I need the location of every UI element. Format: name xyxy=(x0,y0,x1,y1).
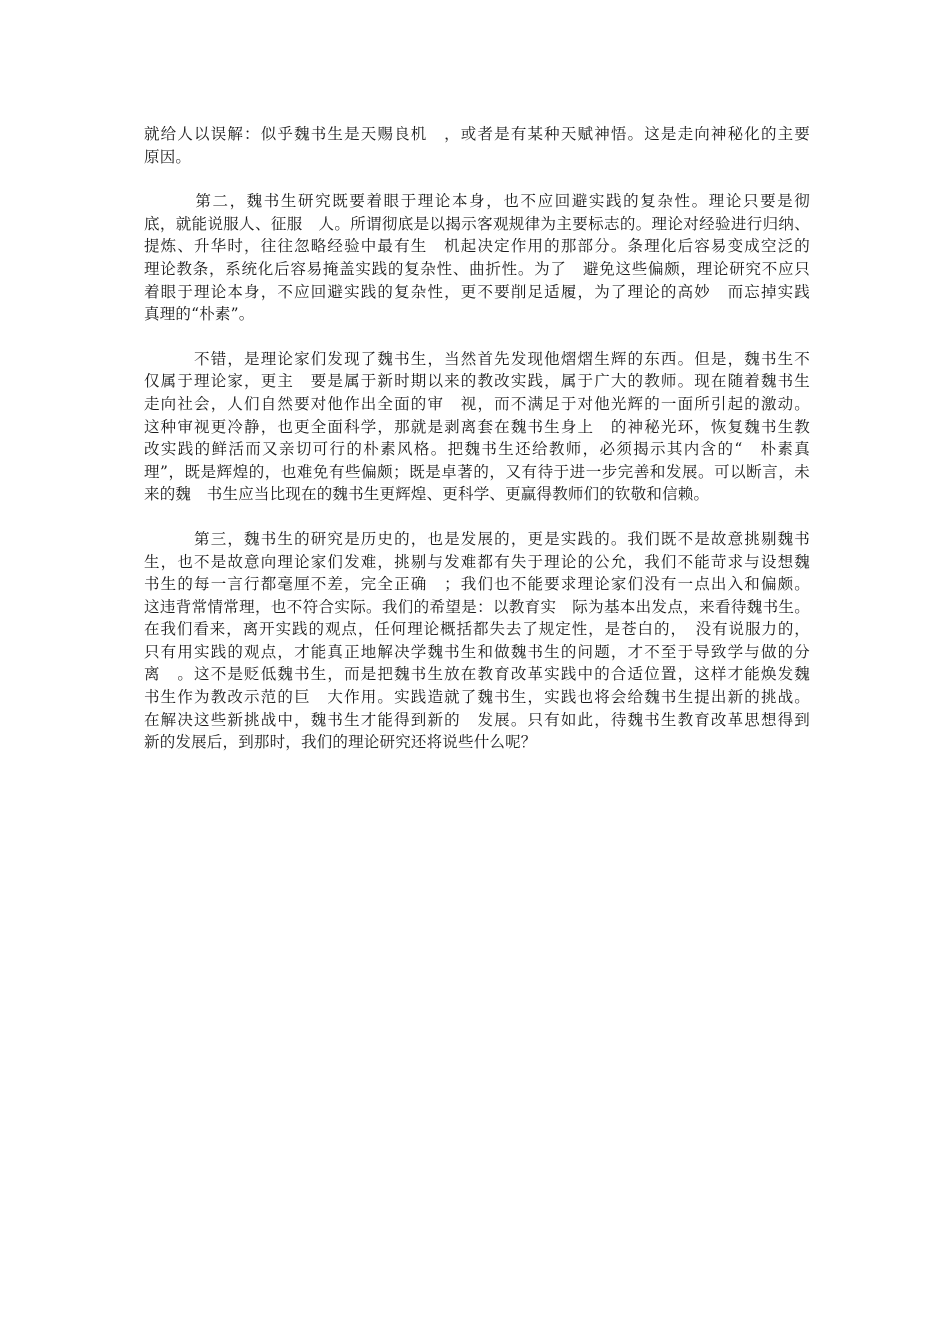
text-line: 理论教条，系统化后容易掩盖实践的复杂性、曲折性。为了 避免这些偏颇，理论研究不应只 xyxy=(144,259,810,278)
text-line: 走向社会，人们自然要对他作出全面的审 视，而不满足于对他光辉的一面所引起的激动。 xyxy=(144,394,810,413)
text-line: 新的发展后，到那时，我们的理论研究还将说些什么呢？ xyxy=(144,733,537,752)
text-line: 改实践的鲜活而又亲切可行的朴素风格。把魏书生还给教师，必须揭示其内含的“ 朴素真 xyxy=(144,440,810,459)
text-line: 提炼、升华时，往往忽略经验中最有生 机起决定作用的那部分。条理化后容易变成空泛的 xyxy=(144,237,810,256)
text-line: 只有用实践的观点，才能真正地解决学魏书生和做魏书生的问题，才不至于导致学与做的分 xyxy=(144,642,810,661)
text-line: 生，也不是故意向理论家们发难，挑剔与发难都有失于理论的公允，我们不能苛求与设想魏 xyxy=(144,552,810,571)
text-line: 着眼于理论本身，不应回避实践的复杂性，更不要削足适履，为了理论的高妙 而忘掉实践 xyxy=(144,282,810,301)
text-line: 来的魏 书生应当比现在的魏书生更辉煌、更科学、更赢得教师们的钦敬和信赖。 xyxy=(144,485,710,504)
text-line: 第三，魏书生的研究是历史的，也是发展的，更是实践的。我们既不是故意挑剔魏书 xyxy=(144,529,810,548)
text-line: 第二，魏书生研究既要着眼于理论本身，也不应回避实践的复杂性。理论只要是彻 xyxy=(144,192,810,211)
paragraph-theorists xyxy=(144,348,810,506)
text-line: 这种审视更冷静，也更全面科学，那就是剥离套在魏书生身上 的神秘光环，恢复魏书生教 xyxy=(144,417,810,436)
paragraph-third xyxy=(144,528,810,754)
text-line: 离 。这不是贬低魏书生，而是把魏书生放在教育改革实践中的合适位置，这样才能焕发魏 xyxy=(144,665,810,684)
document-body xyxy=(144,123,810,776)
text-line: 不错，是理论家们发现了魏书生，当然首先发现他熠熠生辉的东西。但是，魏书生不 xyxy=(144,349,810,368)
text-line: 仅属于理论家，更主 要是属于新时期以来的教改实践，属于广大的教师。现在随着魏书生 xyxy=(144,372,810,391)
text-line: 在我们看来，离开实践的观点，任何理论概括都失去了规定性，是苍白的， 没有说服力的， xyxy=(144,620,810,639)
text-line: 书生作为教改示范的巨 大作用。实践造就了魏书生，实践也将会给魏书生提出新的挑战。 xyxy=(144,688,810,707)
text-line: 在解决这些新挑战中，魏书生才能得到新的 发展。只有如此，待魏书生教育改革思想得到 xyxy=(144,710,810,729)
text-line: 理”，既是辉煌的，也难免有些偏颇；既是卓著的，又有待于进一步完善和发展。可以断言，未 xyxy=(144,462,810,481)
paragraph-second xyxy=(144,190,810,326)
paragraph-continuation xyxy=(144,123,810,168)
text-line: 原因。 xyxy=(144,147,192,166)
text-line: 就给人以误解：似乎魏书生是天赐良机 ，或者是有某种天赋神悟。这是走向神秘化的主要 xyxy=(144,125,810,143)
text-line: 这违背常情常理，也不符合实际。我们的希望是：以教育实 际为基本出发点，来看待魏书生。 xyxy=(144,597,810,616)
text-line: 真理的“朴素”。 xyxy=(144,305,255,324)
text-line: 底，就能说服人、征服 人。所谓彻底是以揭示客观规律为主要标志的。理论对经验进行归纳、 xyxy=(144,214,810,233)
text-line: 书生的每一言行都毫厘不差，完全正确 ；我们也不能要求理论家们没有一点出入和偏颇。 xyxy=(144,575,810,594)
